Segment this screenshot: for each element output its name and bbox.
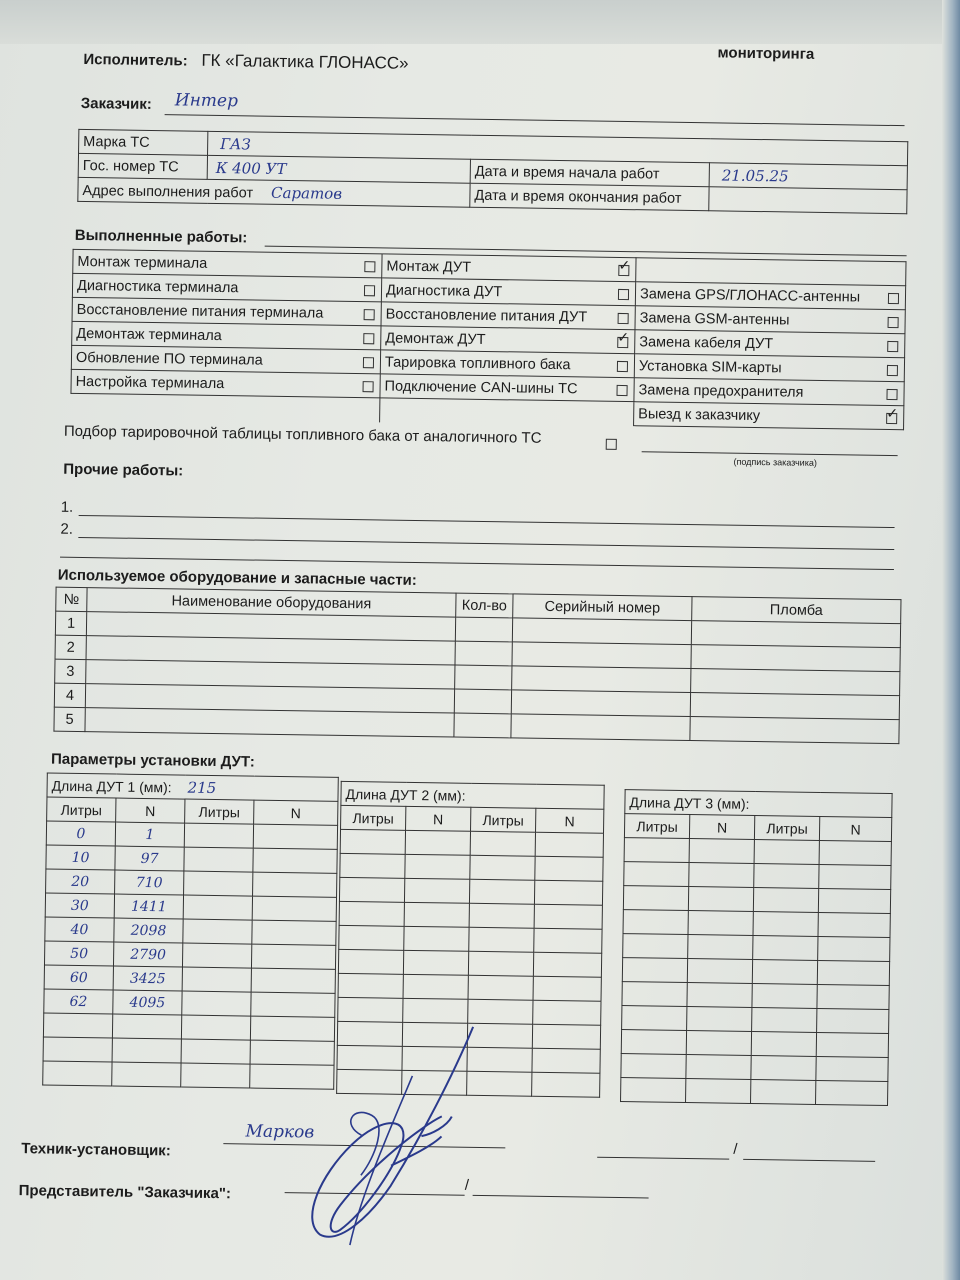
dut2-cell[interactable] bbox=[534, 880, 602, 905]
dut2-cell[interactable] bbox=[533, 976, 601, 1001]
dut2-cell[interactable] bbox=[535, 856, 603, 881]
dut1-cell[interactable]: 4095 bbox=[113, 990, 182, 1015]
eq-header-serial: Серийный номер bbox=[513, 594, 692, 621]
dut2-cell[interactable] bbox=[339, 877, 404, 902]
eq-row-no: 5 bbox=[54, 707, 85, 731]
tech-value: Марков bbox=[245, 1121, 315, 1143]
checkbox-col2-0[interactable] bbox=[618, 264, 629, 275]
equipment-title: Используемое оборудование и запасные части: bbox=[57, 566, 417, 589]
work-filler-2 bbox=[380, 398, 634, 426]
work-filler-1 bbox=[71, 393, 380, 422]
dut2-cell[interactable] bbox=[534, 928, 602, 953]
brand-label: Марка ТС bbox=[79, 129, 208, 155]
dut1-cell[interactable] bbox=[184, 871, 253, 896]
dut2-cell[interactable] bbox=[532, 1048, 600, 1073]
dut3-row bbox=[621, 1078, 888, 1106]
work-col1-1: Диагностика терминала bbox=[72, 273, 381, 302]
work-col2-5: Подключение CAN-шины ТС bbox=[380, 374, 634, 402]
dut3-cell[interactable] bbox=[686, 1079, 751, 1104]
dut3-cell[interactable] bbox=[623, 934, 688, 959]
dut3-cell[interactable] bbox=[622, 982, 687, 1007]
dut1-cell[interactable] bbox=[112, 1038, 181, 1063]
dut2-h-litres: Литры bbox=[341, 805, 406, 830]
eq-cell[interactable] bbox=[511, 690, 690, 717]
start-label: Дата и время начала работ bbox=[470, 159, 709, 187]
dut2-cell[interactable] bbox=[533, 1000, 601, 1025]
dut2-cell[interactable] bbox=[339, 925, 404, 950]
dut1-cell[interactable] bbox=[112, 1062, 181, 1087]
eq-header-seal: Пломба bbox=[692, 597, 901, 624]
work-col2-1: Диагностика ДУТ bbox=[381, 278, 635, 306]
dut3-cell[interactable] bbox=[621, 1030, 686, 1055]
dut3-cell[interactable] bbox=[818, 912, 890, 937]
eq-cell[interactable] bbox=[454, 713, 511, 738]
eq-cell[interactable] bbox=[512, 618, 691, 645]
eq-cell[interactable] bbox=[455, 617, 512, 642]
dut1-cell[interactable] bbox=[182, 967, 251, 992]
dut3-cell[interactable] bbox=[817, 960, 889, 985]
dut1-cell[interactable]: 40 bbox=[45, 917, 114, 942]
dut1-cell[interactable]: 30 bbox=[45, 893, 114, 918]
dut1-cell[interactable] bbox=[183, 919, 252, 944]
checkbox-col2-1[interactable] bbox=[618, 288, 629, 299]
dut3-h-n2: N bbox=[819, 816, 891, 841]
dut3-cell[interactable] bbox=[751, 1079, 816, 1104]
dut3-cell[interactable] bbox=[688, 887, 753, 912]
table-pick-label: Подбор тарировочной таблицы топливного бака от аналогичного ТС bbox=[63, 422, 542, 447]
dut1-cell[interactable] bbox=[43, 1013, 112, 1038]
dut3-cell[interactable] bbox=[686, 1055, 751, 1080]
dut1-h-n2: N bbox=[254, 800, 338, 825]
dut3-cell[interactable] bbox=[624, 862, 689, 887]
work-col3-1: Замена GSM-антенны bbox=[635, 306, 905, 334]
dut1-cell[interactable] bbox=[182, 943, 251, 968]
checkbox-col1-3[interactable] bbox=[363, 333, 374, 344]
plate-value: К 400 УТ bbox=[207, 155, 470, 183]
checkbox-col1-1[interactable] bbox=[364, 285, 375, 296]
dut1-length-label: Длина ДУТ 1 (мм): bbox=[51, 777, 172, 795]
dut3-cell[interactable] bbox=[818, 888, 890, 913]
dut1-cell[interactable] bbox=[252, 920, 336, 945]
other-item-1: 1. bbox=[60, 498, 74, 516]
dut1-h-litres: Литры bbox=[47, 797, 116, 822]
work-col2-0: Монтаж ДУТ ✓ bbox=[382, 254, 636, 282]
other-line-2[interactable] bbox=[78, 537, 894, 550]
customer-value: Интер bbox=[174, 90, 239, 112]
dut3-cell[interactable] bbox=[753, 912, 818, 937]
dut3-cell[interactable] bbox=[819, 864, 891, 889]
dut3-cell[interactable] bbox=[816, 1056, 888, 1081]
dut1-cell[interactable] bbox=[43, 1061, 112, 1086]
dut1-cell[interactable] bbox=[112, 1014, 181, 1039]
dut2-cell[interactable] bbox=[469, 879, 534, 904]
customer-signature-line[interactable] bbox=[642, 451, 898, 456]
dut2-cell[interactable] bbox=[533, 952, 601, 977]
tech-sign-line[interactable] bbox=[597, 1157, 729, 1160]
checkbox-col3-5[interactable] bbox=[886, 412, 897, 423]
work-col2-2: Восстановление питания ДУТ bbox=[381, 302, 635, 330]
eq-cell[interactable] bbox=[691, 669, 900, 696]
address-value: Саратов bbox=[270, 183, 343, 203]
eq-row-no: 3 bbox=[55, 659, 86, 683]
dut3-cell[interactable] bbox=[687, 959, 752, 984]
checkbox-col2-5[interactable] bbox=[616, 384, 627, 395]
eq-row-no: 1 bbox=[55, 611, 86, 635]
dut1-cell[interactable] bbox=[181, 1039, 250, 1064]
checkbox-table-pick[interactable] bbox=[606, 439, 617, 450]
signature-caption: (подпись заказчика) bbox=[733, 456, 817, 468]
rep-slash: / bbox=[464, 1176, 470, 1194]
dut1-cell[interactable]: 97 bbox=[115, 846, 184, 871]
dut3-cell[interactable] bbox=[753, 888, 818, 913]
dut1-cell[interactable] bbox=[253, 824, 337, 849]
dut3-cell[interactable] bbox=[817, 984, 889, 1009]
dut3-table bbox=[620, 789, 893, 1106]
other-item-2: 2. bbox=[60, 520, 74, 538]
customer-line bbox=[165, 114, 905, 126]
dut1-cell[interactable] bbox=[252, 896, 336, 921]
dut1-cell[interactable] bbox=[183, 895, 252, 920]
dut2-cell[interactable] bbox=[534, 904, 602, 929]
dut2-cell[interactable] bbox=[532, 1024, 600, 1049]
dut3-cell[interactable] bbox=[751, 1031, 816, 1056]
checkbox-col2-3[interactable] bbox=[617, 336, 628, 347]
works-table bbox=[70, 249, 906, 430]
dut1-cell[interactable] bbox=[182, 991, 251, 1016]
eq-cell[interactable] bbox=[455, 641, 512, 666]
dut-title: Параметры установки ДУТ: bbox=[50, 750, 256, 771]
dut1-cell[interactable] bbox=[184, 847, 253, 872]
address-label: Адрес выполнения работ bbox=[82, 182, 254, 202]
dut3-cell[interactable] bbox=[688, 935, 753, 960]
work-col3-3: Установка SIM-карты bbox=[634, 354, 904, 382]
eq-cell[interactable] bbox=[512, 642, 691, 669]
dut3-cell[interactable] bbox=[622, 958, 687, 983]
dut3-h-litres: Литры bbox=[624, 814, 689, 839]
dut3-cell[interactable] bbox=[816, 1080, 888, 1105]
dut1-cell[interactable]: 3425 bbox=[113, 966, 182, 991]
dut3-cell[interactable] bbox=[754, 864, 819, 889]
eq-header-no: № bbox=[56, 587, 87, 611]
dut1-cell[interactable] bbox=[43, 1037, 112, 1062]
dut1-cell[interactable]: 60 bbox=[44, 965, 113, 990]
dut1-cell[interactable]: 2098 bbox=[114, 918, 183, 943]
dut1-cell[interactable] bbox=[251, 944, 335, 969]
checkbox-col2-4[interactable] bbox=[617, 360, 628, 371]
eq-cell[interactable] bbox=[511, 714, 690, 741]
dut2-cell[interactable] bbox=[470, 831, 535, 856]
dut1-cell[interactable] bbox=[181, 1015, 250, 1040]
tech-name-line[interactable] bbox=[743, 1159, 875, 1162]
form-page bbox=[0, 20, 948, 1280]
other-line-1[interactable] bbox=[79, 515, 895, 528]
dut3-cell[interactable] bbox=[752, 960, 817, 985]
eq-cell[interactable] bbox=[85, 708, 454, 737]
dut1-cell[interactable]: 0 bbox=[46, 821, 115, 846]
dut3-cell[interactable] bbox=[818, 936, 890, 961]
dut3-cell[interactable] bbox=[622, 1006, 687, 1031]
dut2-cell[interactable] bbox=[403, 950, 468, 975]
customer-label: Заказчик: bbox=[80, 94, 152, 113]
work-col2-4: Тарировка топливного бака bbox=[380, 350, 634, 378]
checkbox-col3-3[interactable] bbox=[887, 364, 898, 375]
work-col1-4: Обновление ПО терминала bbox=[71, 345, 380, 374]
checkbox-col3-4[interactable] bbox=[886, 388, 897, 399]
equipment-table bbox=[53, 587, 901, 745]
dut3-cell[interactable] bbox=[751, 1055, 816, 1080]
dut3-cell[interactable] bbox=[623, 910, 688, 935]
checkbox-col1-5[interactable] bbox=[363, 381, 374, 392]
dut1-cell[interactable] bbox=[181, 1063, 250, 1088]
dut3-cell[interactable] bbox=[689, 863, 754, 888]
dut1-cell[interactable]: 10 bbox=[46, 845, 115, 870]
checkbox-col1-0[interactable] bbox=[364, 261, 375, 272]
dut3-cell[interactable] bbox=[752, 1007, 817, 1032]
dut2-cell[interactable] bbox=[403, 974, 468, 999]
eq-cell[interactable] bbox=[691, 645, 900, 672]
dut1-cell[interactable] bbox=[253, 872, 337, 897]
dut2-cell[interactable] bbox=[404, 902, 469, 927]
executor-label: Исполнитель: bbox=[83, 50, 188, 70]
eq-cell[interactable] bbox=[691, 621, 900, 648]
work-col3-4: Замена предохранителя bbox=[634, 378, 904, 406]
dut2-length-label: Длина ДУТ 2 (мм): bbox=[341, 781, 604, 809]
dut2-cell[interactable] bbox=[338, 973, 403, 998]
dut3-cell[interactable] bbox=[688, 911, 753, 936]
vehicle-table bbox=[77, 129, 908, 214]
dut2-cell[interactable] bbox=[469, 927, 534, 952]
dut1-cell[interactable]: 62 bbox=[44, 989, 113, 1014]
eq-cell[interactable] bbox=[690, 717, 899, 744]
dut3-cell[interactable] bbox=[687, 983, 752, 1008]
dut3-cell[interactable] bbox=[623, 886, 688, 911]
dut1-cell[interactable]: 2790 bbox=[113, 942, 182, 967]
dut3-h-litres2: Литры bbox=[754, 816, 819, 841]
dut3-cell[interactable] bbox=[621, 1054, 686, 1079]
rep-label: Представитель "Заказчика": bbox=[18, 1182, 232, 1203]
handwritten-signature bbox=[270, 1014, 534, 1258]
dut1-cell[interactable]: 1411 bbox=[114, 894, 183, 919]
dut2-h-n: N bbox=[406, 806, 471, 831]
eq-cell[interactable] bbox=[455, 665, 512, 690]
dut3-cell[interactable] bbox=[687, 1007, 752, 1032]
eq-cell[interactable] bbox=[454, 689, 511, 714]
work-col3-5: Выезд к заказчику ✓ bbox=[634, 402, 904, 430]
eq-row-no: 4 bbox=[54, 683, 85, 707]
dut3-h-n: N bbox=[689, 815, 754, 840]
dut2-cell[interactable] bbox=[469, 903, 534, 928]
dut3-cell[interactable] bbox=[816, 1032, 888, 1057]
dut3-cell[interactable] bbox=[754, 840, 819, 865]
dut3-cell[interactable] bbox=[752, 983, 817, 1008]
top-cut-title: мониторинга bbox=[717, 44, 815, 63]
dut1-cell[interactable]: 50 bbox=[44, 941, 113, 966]
dut3-cell[interactable] bbox=[624, 838, 689, 863]
other-works-title: Прочие работы: bbox=[63, 460, 184, 480]
start-value: 21.05.25 bbox=[709, 163, 907, 190]
executor-value: ГК «Галактика ГЛОНАСС» bbox=[201, 50, 409, 73]
dut2-cell[interactable] bbox=[468, 951, 533, 976]
dut2-cell[interactable] bbox=[532, 1072, 600, 1097]
eq-header-name: Наименование оборудования bbox=[87, 588, 456, 617]
works-title: Выполненные работы: bbox=[74, 226, 248, 247]
dut1-cell[interactable]: 710 bbox=[115, 870, 184, 895]
dut1-h-litres2: Литры bbox=[185, 799, 254, 824]
dut2-cell[interactable] bbox=[535, 832, 603, 857]
dut2-h-n2: N bbox=[536, 808, 604, 833]
checkbox-col1-2[interactable] bbox=[364, 309, 375, 320]
dut2-cell[interactable] bbox=[404, 878, 469, 903]
work-col1-0: Монтаж терминала bbox=[73, 249, 382, 278]
address-cell bbox=[78, 177, 470, 207]
checkbox-col2-2[interactable] bbox=[618, 312, 629, 323]
work-col3-0: Замена GPS/ГЛОНАСС-антенны bbox=[635, 282, 905, 310]
tech-slash: / bbox=[733, 1140, 738, 1158]
dut3-cell[interactable] bbox=[689, 839, 754, 864]
work-col1-5: Настройка терминала bbox=[71, 369, 380, 398]
dut2-h-litres2: Литры bbox=[471, 807, 536, 832]
dut1-length-value: 215 bbox=[187, 778, 217, 797]
dut2-cell[interactable] bbox=[340, 829, 405, 854]
dut2-cell[interactable] bbox=[470, 855, 535, 880]
dut2-cell[interactable] bbox=[468, 975, 533, 1000]
dut2-cell[interactable] bbox=[405, 830, 470, 855]
dut2-cell[interactable] bbox=[405, 854, 470, 879]
brand-value: ГАЗ bbox=[208, 131, 908, 165]
dut3-cell[interactable] bbox=[621, 1078, 686, 1103]
work-col1-3: Демонтаж терминала bbox=[72, 321, 381, 350]
dut3-cell[interactable] bbox=[753, 936, 818, 961]
dut1-cell[interactable] bbox=[184, 823, 253, 848]
eq-row-no: 2 bbox=[55, 635, 86, 659]
checkbox-col1-4[interactable] bbox=[363, 357, 374, 368]
work-col3-2: Замена кабеля ДУТ bbox=[635, 330, 905, 358]
dut1-h-n: N bbox=[116, 798, 185, 823]
dut1-cell[interactable]: 20 bbox=[46, 869, 115, 894]
dut1-cell[interactable]: 1 bbox=[115, 822, 184, 847]
tech-label: Техник-установщик: bbox=[21, 1140, 171, 1160]
eq-cell[interactable] bbox=[512, 666, 691, 693]
dut2-cell[interactable] bbox=[340, 853, 405, 878]
dut1-cell[interactable] bbox=[251, 968, 335, 993]
end-label: Дата и время окончания работ bbox=[470, 183, 709, 211]
dut3-cell[interactable] bbox=[819, 840, 891, 865]
dut2-cell[interactable] bbox=[338, 949, 403, 974]
plate-label: Гос. номер ТС bbox=[78, 153, 207, 179]
dut2-cell[interactable] bbox=[404, 926, 469, 951]
dut2-cell[interactable] bbox=[339, 901, 404, 926]
checkbox-col3-2[interactable] bbox=[887, 340, 898, 351]
dut3-length-label: Длина ДУТ 3 (мм): bbox=[625, 790, 892, 818]
work-col2-3: Демонтаж ДУТ ✓ bbox=[381, 326, 635, 354]
dut1-cell[interactable] bbox=[253, 848, 337, 873]
dut3-body bbox=[621, 838, 892, 1106]
eq-cell[interactable] bbox=[690, 693, 899, 720]
checkbox-col3-1[interactable] bbox=[888, 316, 899, 327]
eq-header-qty: Кол-во bbox=[456, 593, 513, 618]
work-col1-2: Восстановление питания терминала bbox=[72, 297, 381, 326]
dut3-cell[interactable] bbox=[817, 1008, 889, 1033]
checkbox-col3-0[interactable] bbox=[888, 292, 899, 303]
dut3-cell[interactable] bbox=[686, 1031, 751, 1056]
end-value bbox=[709, 187, 907, 214]
